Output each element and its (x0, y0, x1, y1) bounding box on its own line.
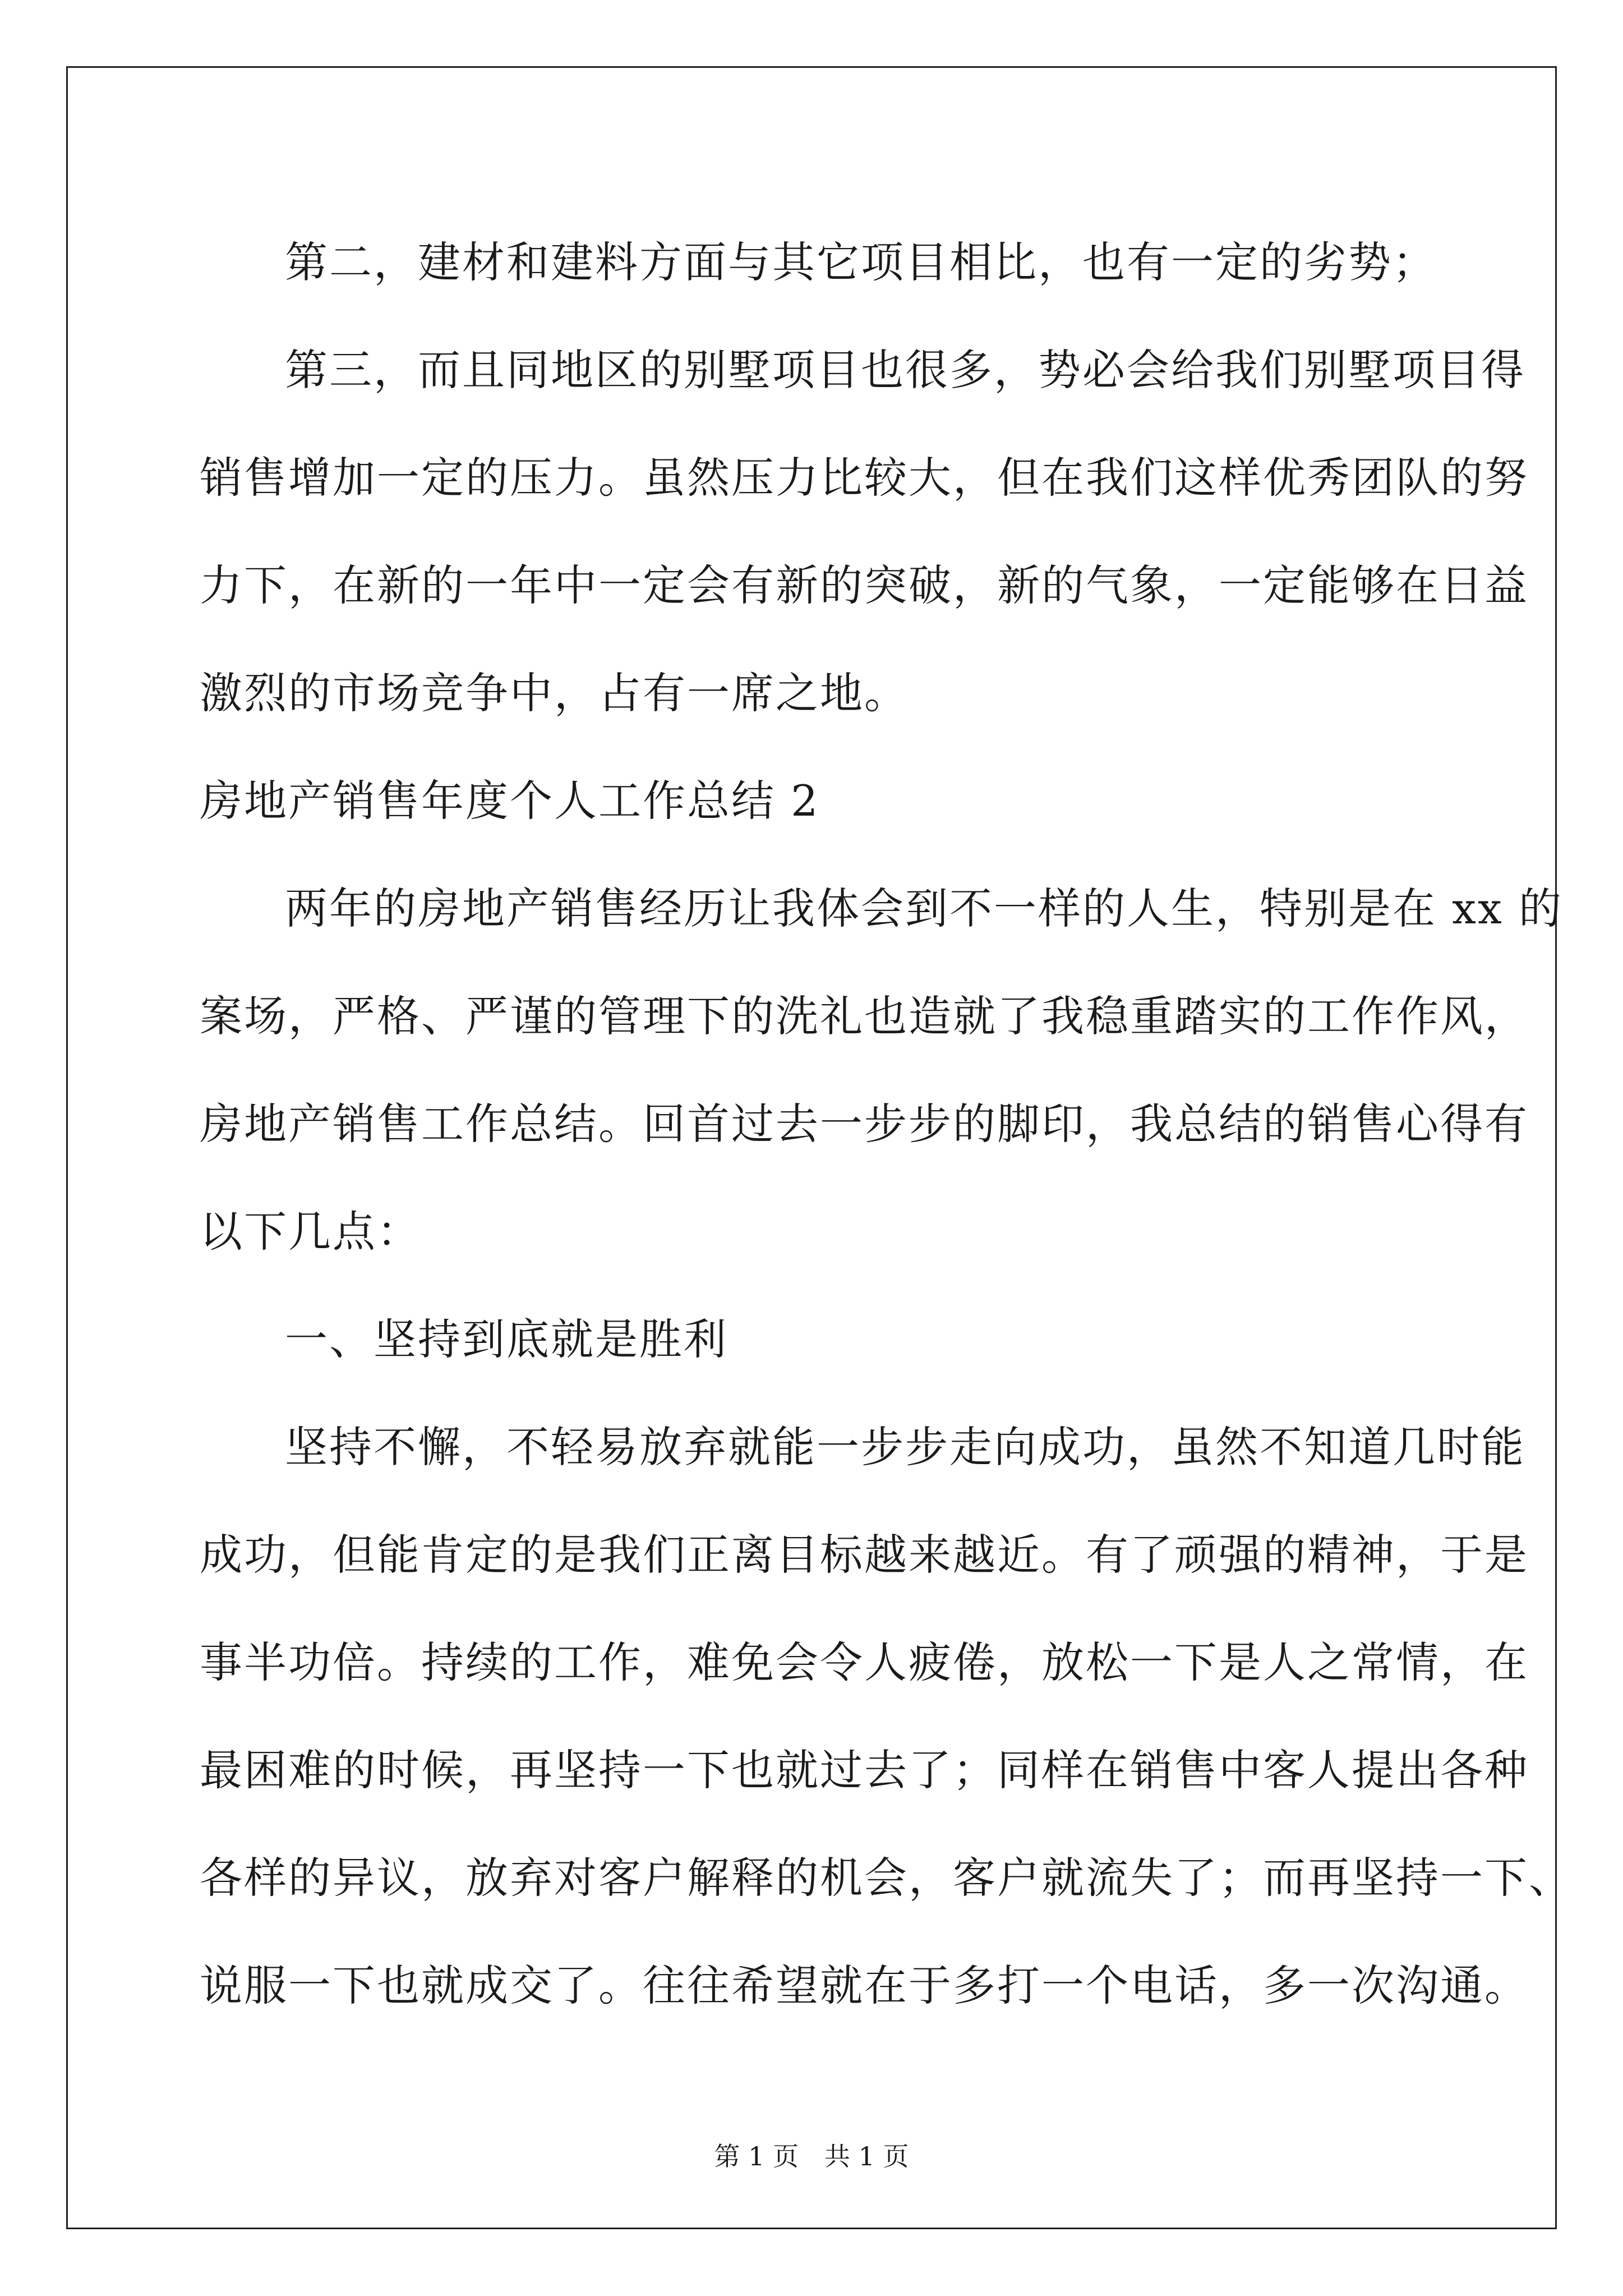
section-heading: 房地产销售年度个人工作总结 2 (200, 776, 820, 826)
paragraph-line: 事半功倍。持续的工作，难免会令人疲倦，放松一下是人之常情，在 (200, 1637, 1529, 1687)
paragraph-line: 第二，建材和建料方面与其它项目相比，也有一定的劣势； (285, 237, 1437, 287)
paragraph-line: 成功，但能肯定的是我们正离目标越来越近。有了顽强的精神，于是 (200, 1530, 1529, 1580)
paragraph-line: 两年的房地产销售经历让我体会到不一样的人生，特别是在 xx 的 (285, 884, 1564, 933)
paragraph-line: 力下，在新的一年中一定会有新的突破，新的气象，一定能够在日益 (200, 560, 1529, 610)
paragraph-line: 销售增加一定的压力。虽然压力比较大，但在我们这样优秀团队的努 (200, 453, 1529, 503)
paragraph-line: 各样的异议，放弃对客户解释的机会，客户就流失了；而再坚持一下、 (200, 1853, 1573, 1903)
subheading: 一、坚持到底就是胜利 (285, 1314, 728, 1364)
paragraph-line: 第三，而且同地区的别墅项目也很多，势必会给我们别墅项目得 (285, 345, 1525, 395)
paragraph-line: 最困难的时候，再坚持一下也就过去了；同样在销售中客人提出各种 (200, 1745, 1529, 1795)
paragraph-line: 坚持不懈，不轻易放弃就能一步步走向成功，虽然不知道几时能 (285, 1422, 1525, 1472)
paragraph-line: 激烈的市场竞争中，占有一席之地。 (200, 668, 909, 718)
paragraph-line: 说服一下也就成交了。往往希望就在于多打一个电话，多一次沟通。 (200, 1961, 1529, 2010)
paragraph-line: 房地产销售工作总结。回首过去一步步的脚印，我总结的销售心得有 (200, 1099, 1529, 1149)
paragraph-line: 以下几点： (200, 1207, 421, 1257)
paragraph-line: 案场，严格、严谨的管理下的洗礼也造就了我稳重踏实的工作作风， (200, 991, 1529, 1041)
document-body (200, 209, 1573, 2040)
page-number: 第 1 页 共 1 页 (714, 2141, 909, 2171)
